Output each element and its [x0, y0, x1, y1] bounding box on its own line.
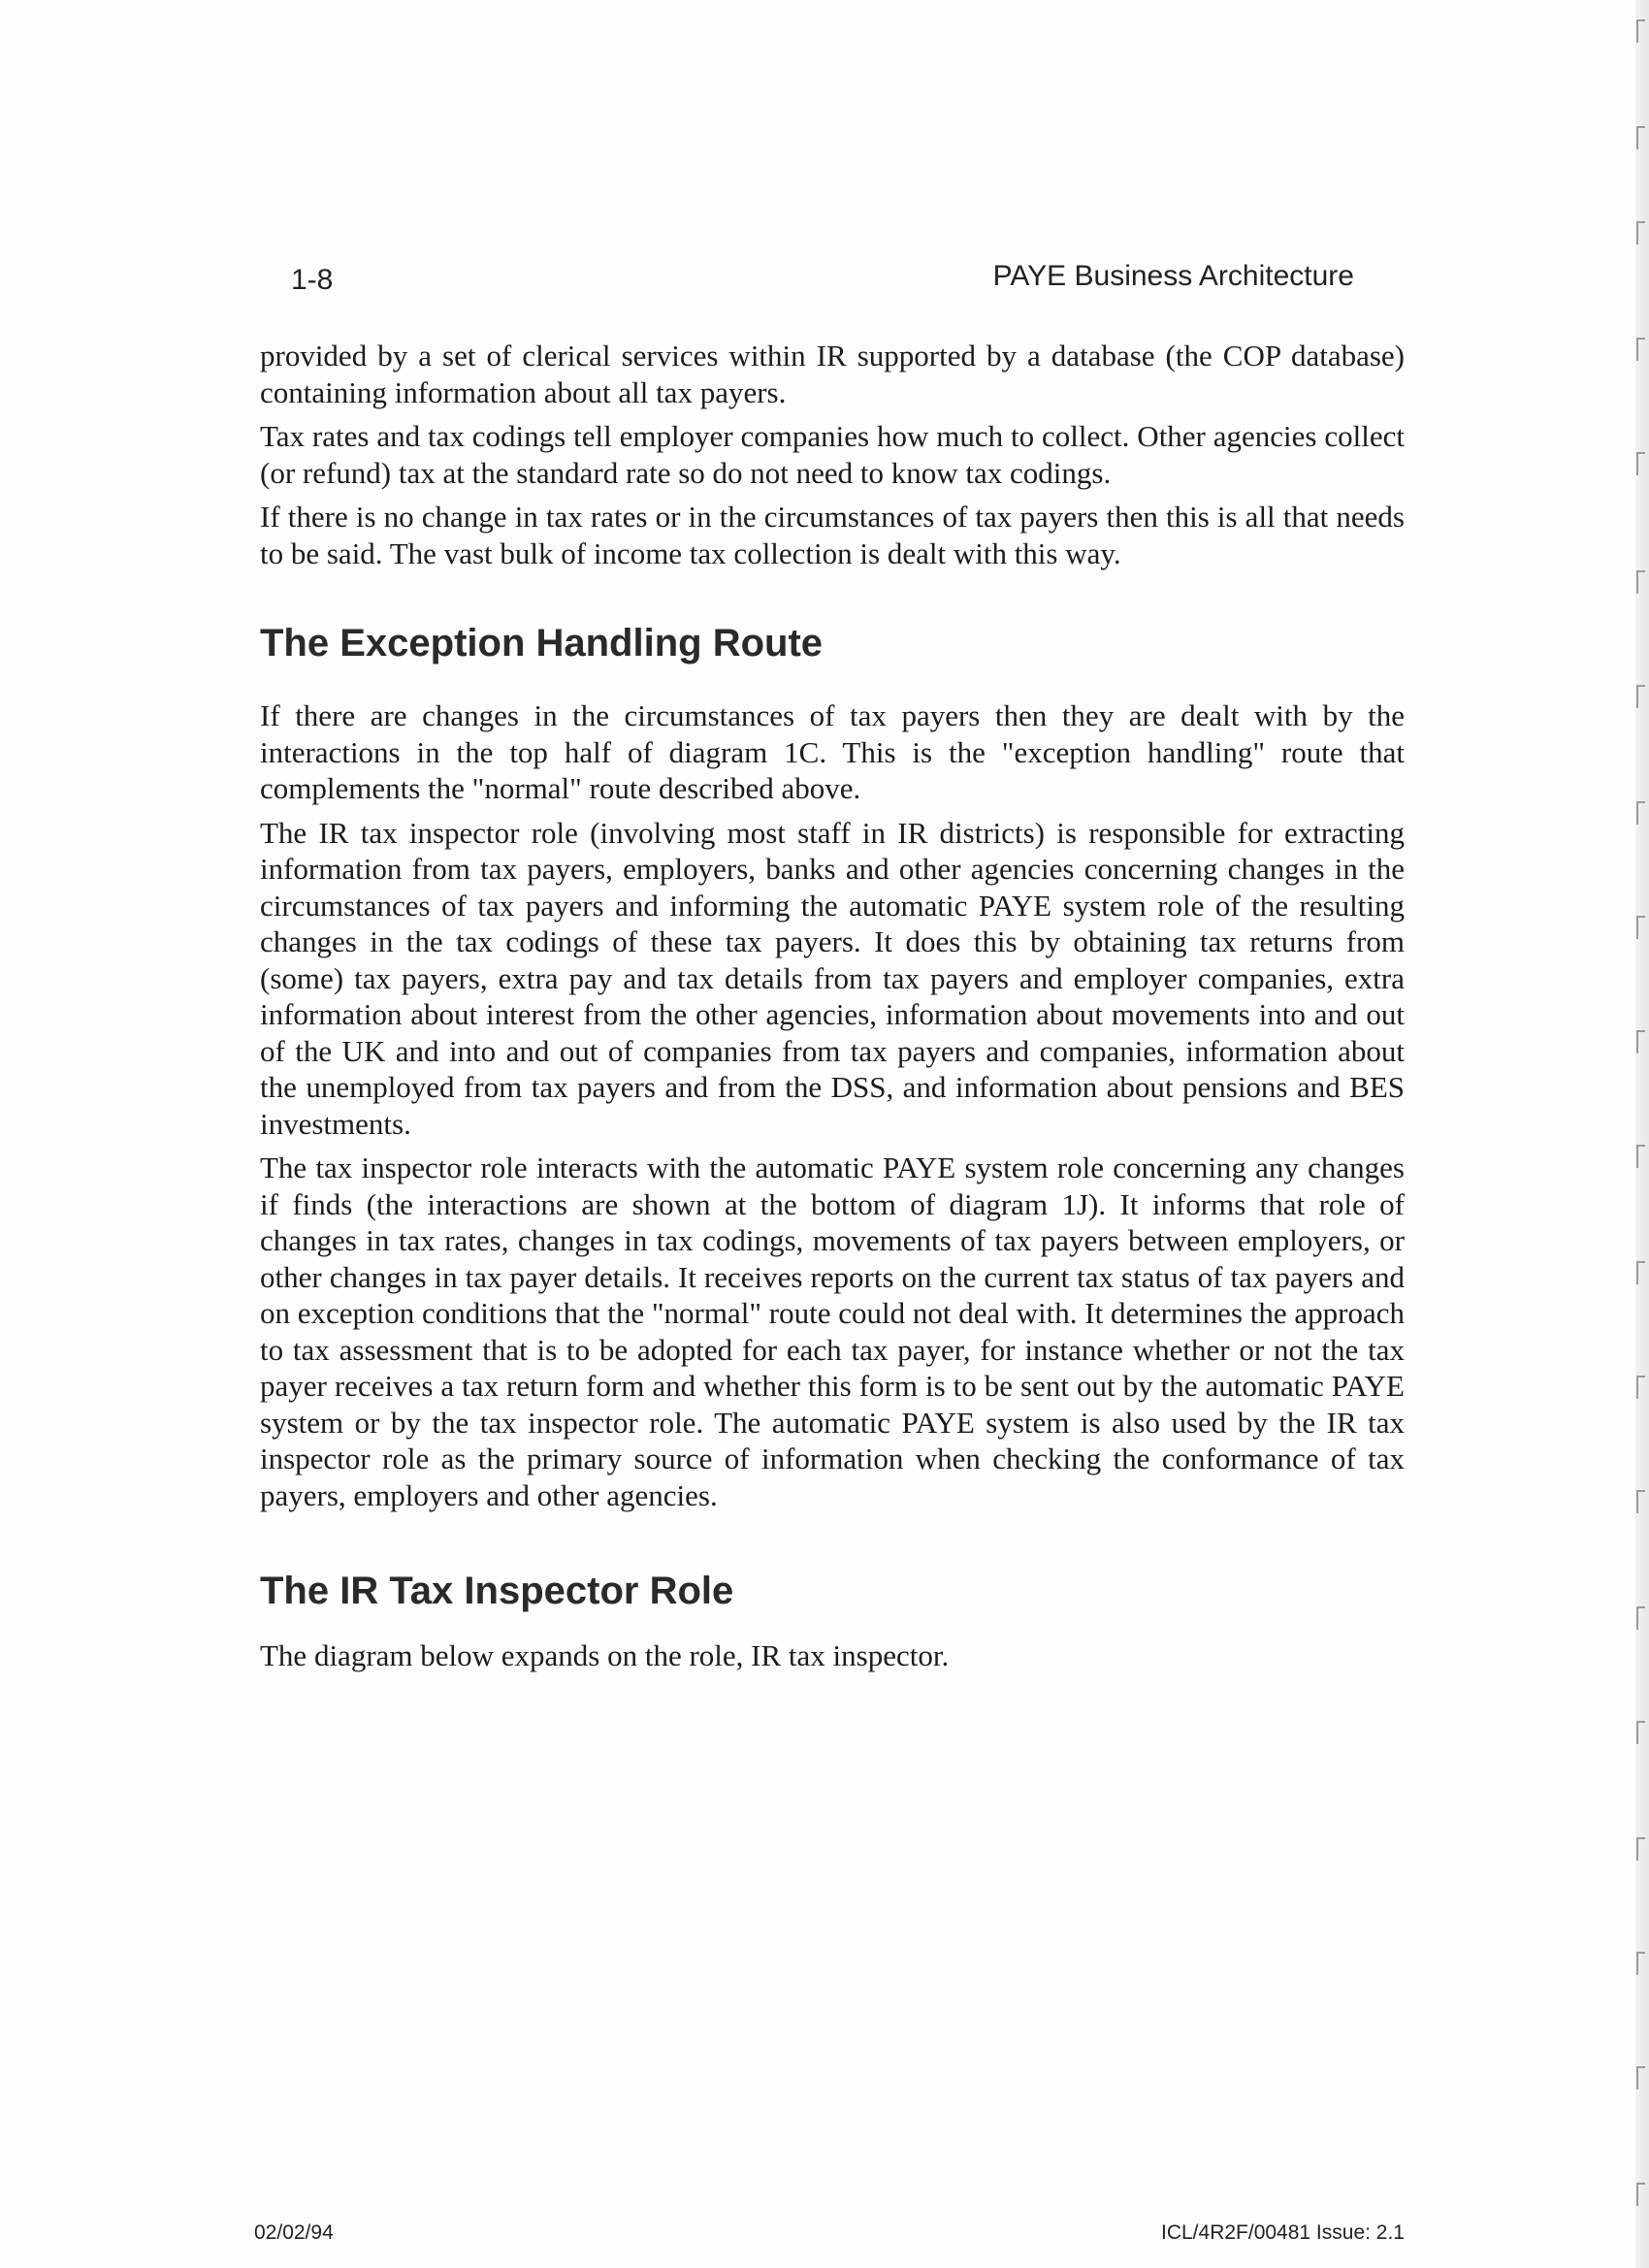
binder-mark: [1636, 1952, 1645, 1975]
document-title: PAYE Business Architecture: [992, 260, 1354, 292]
binder-mark: [1636, 801, 1645, 825]
binder-mark: [1636, 1606, 1645, 1630]
binder-mark: [1636, 452, 1645, 475]
binder-mark: [1636, 916, 1645, 939]
binder-mark: [1636, 1490, 1645, 1513]
binder-mark: [1636, 570, 1645, 594]
binder-mark: [1636, 1145, 1645, 1168]
binder-mark: [1636, 19, 1645, 43]
binder-mark: [1636, 2183, 1645, 2206]
paragraph: If there is no change in tax rates or in the circumstances of tax payers then this is all that needs to be said. The vast bulk of income tax collection is dealt with this way.: [260, 500, 1405, 570]
binder-mark: [1636, 2066, 1645, 2090]
paragraph: The diagram below expands on the role, IR tax inspector.: [260, 1638, 950, 1672]
paragraph: The tax inspector role interacts with the automatic PAYE system role concerning any changes if finds (the interactions are shown at the bottom of diagram 1J). It informs that role of changes in tax rates, changes in tax codings, movements of tax payers between employers, or other changes in tax payer details. It receives reports on the current tax status of tax payers and on exception conditions that the "normal" route could not deal with. It determines the approach to tax assessment that is to be adopted for each tax payer, for instance whether or not the tax payer receives a tax return form and whether this form is to be sent out by the automatic PAYE system or by the tax inspector role. The automatic PAYE system is also used by the IR tax inspector role as the primary source of information when checking the conformance of tax payers, employers and other agencies.: [260, 1150, 1405, 1512]
section-heading-tax-inspector: The IR Tax Inspector Role: [260, 1570, 734, 1612]
binder-edge: [1635, 0, 1649, 2268]
binder-mark: [1636, 1261, 1645, 1284]
page-body: [260, 338, 1405, 1682]
footer-date: 02/02/94: [254, 2221, 334, 2244]
page-header: [291, 260, 1354, 303]
binder-mark: [1636, 1376, 1645, 1399]
paragraph: If there are changes in the circumstances of tax payers then they are dealt with by the interactions in the top half of diagram 1C. This is the "exception handling" route that complements the "normal" route described above.: [260, 698, 1405, 805]
paragraph: provided by a set of clerical services within IR supported by a database (the COP database) containing information about all tax payers.: [260, 339, 1405, 409]
section-heading-exception-handling: The Exception Handling Route: [260, 622, 824, 664]
binder-mark: [1636, 1030, 1645, 1053]
binder-mark: [1636, 221, 1645, 244]
paragraph: The IR tax inspector role (involving most staff in IR districts) is responsible for extracting information from tax payers, employers, banks and other agencies concerning changes in the circumstances of tax payers and informing the automatic PAYE system role of the resulting changes in the tax codings of these tax payers. It does this by obtaining tax returns from (some) tax payers, extra pay and tax details from tax payers and employer companies, extra information about interest from the other agencies, information about movements into and out of the UK and into and out of companies from tax payers and companies, information about the unemployed from tax payers and from the DSS, and information about pensions and BES investments.: [260, 815, 1405, 1141]
page-footer: [254, 2221, 1405, 2251]
binder-mark: [1636, 1837, 1645, 1861]
footer-reference: ICL/4R2F/00481 Issue: 2.1: [1161, 2221, 1405, 2244]
page-number: 1-8: [291, 264, 334, 296]
binder-mark: [1636, 338, 1645, 361]
binder-mark: [1636, 1721, 1645, 1744]
paragraph: Tax rates and tax codings tell employer companies how much to collect. Other agencies collect (or refund) tax at the standard rate so do not need to know tax codings.: [260, 419, 1405, 490]
binder-mark: [1636, 685, 1645, 708]
binder-mark: [1636, 126, 1645, 149]
